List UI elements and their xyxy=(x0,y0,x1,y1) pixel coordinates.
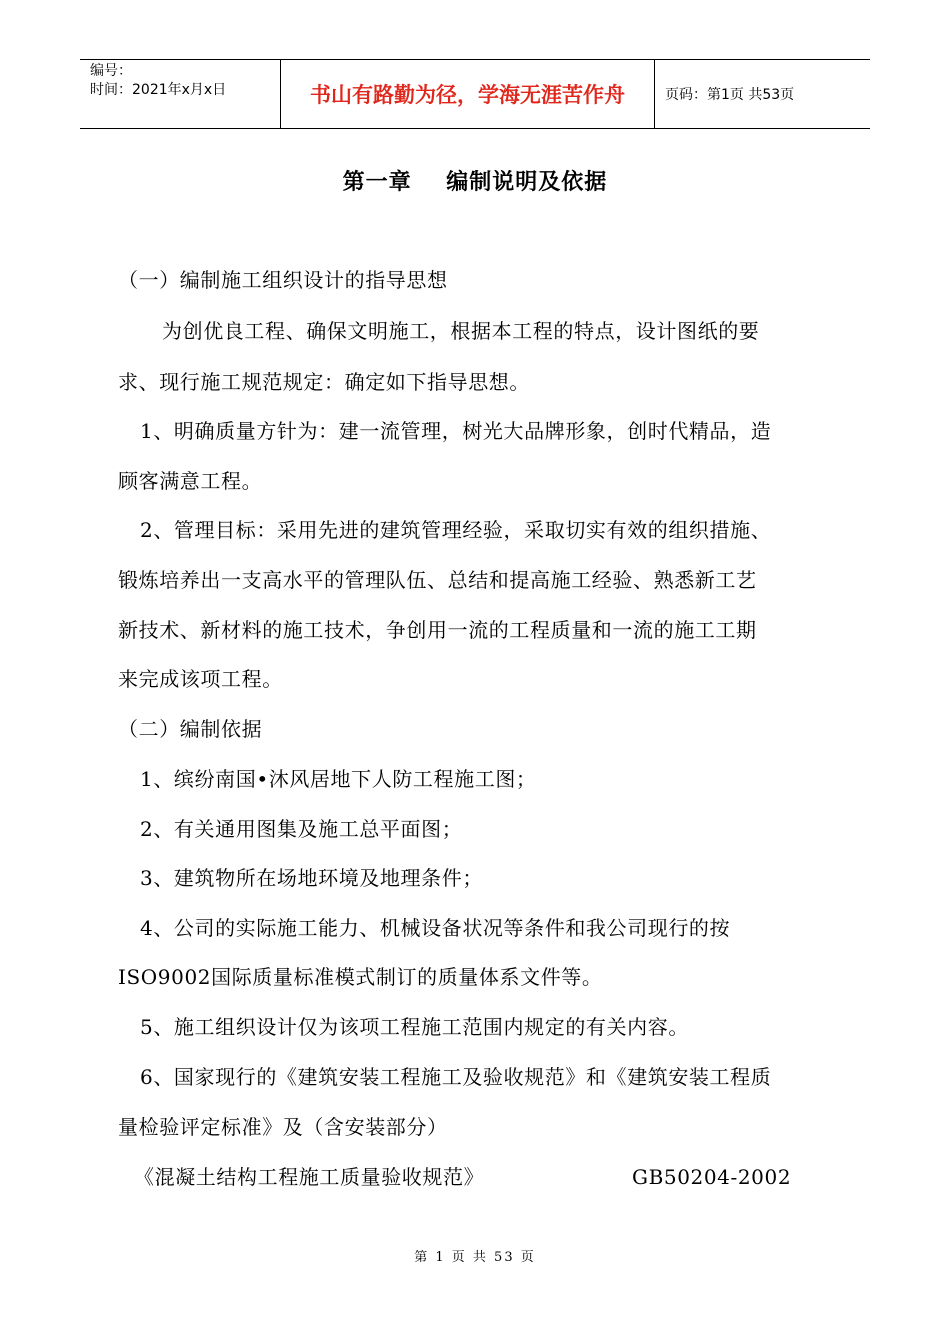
paragraph-line: 为创优良工程、确保文明施工，根据本工程的特点，设计图纸的要 xyxy=(162,319,760,343)
paragraph-line: 求、现行施工规范规定：确定如下指导思想。 xyxy=(118,370,530,394)
header-page-info: 页码：第1页 共53页 xyxy=(665,87,795,103)
list-item: 4、公司的实际施工能力、机械设备状况等条件和我公司现行的按 xyxy=(140,916,731,940)
list-item: 3、建筑物所在场地环境及地理条件； xyxy=(140,866,483,890)
paragraph-line: 锻炼培养出一支高水平的管理队伍、总结和提高施工经验、熟悉新工艺 xyxy=(118,568,757,592)
paragraph-line: 新技术、新材料的施工技术，争创用一流的工程质量和一流的施工工期 xyxy=(118,618,757,642)
page-header xyxy=(80,59,870,129)
paragraph-line: 2、管理目标：采用先进的建筑管理经验，采取切实有效的组织措施、 xyxy=(140,518,772,542)
list-item-continuation: 量检验评定标准》及（含安装部分） xyxy=(118,1115,448,1139)
header-meta-cell xyxy=(80,60,281,128)
standard-name: 《混凝土结构工程施工质量验收规范》 xyxy=(134,1165,485,1189)
list-item: 5、施工组织设计仅为该项工程施工范围内规定的有关内容。 xyxy=(140,1015,689,1039)
standard-code: GB50204-2002 xyxy=(632,1165,792,1189)
document-number-label: 编号： xyxy=(90,63,132,79)
list-item: 1、缤纷南国•沐风居地下人防工程施工图； xyxy=(140,767,537,791)
document-time-label: 时间：2021年x月x日 xyxy=(90,82,227,98)
section-heading: （二）编制依据 xyxy=(118,717,263,741)
list-item-continuation: ISO9002国际质量标准模式制订的质量体系文件等。 xyxy=(118,965,603,989)
paragraph-line: 1、明确质量方针为：建一流管理，树光大品牌形象，创时代精品，造 xyxy=(140,419,772,443)
paragraph-line: 来完成该项工程。 xyxy=(118,667,283,691)
header-motto: 书山有路勤为径，学海无涯苦作舟 xyxy=(281,60,655,128)
paragraph-line: 顾客满意工程。 xyxy=(118,469,263,493)
list-item: 2、有关通用图集及施工总平面图； xyxy=(140,817,463,841)
page-footer: 第 1 页 共 53 页 xyxy=(414,1250,536,1265)
section-heading: （一）编制施工组织设计的指导思想 xyxy=(118,268,448,292)
list-item: 6、国家现行的《建筑安装工程施工及验收规范》和《建筑安装工程质 xyxy=(140,1065,772,1089)
chapter-title: 第一章 编制说明及依据 xyxy=(342,170,608,195)
